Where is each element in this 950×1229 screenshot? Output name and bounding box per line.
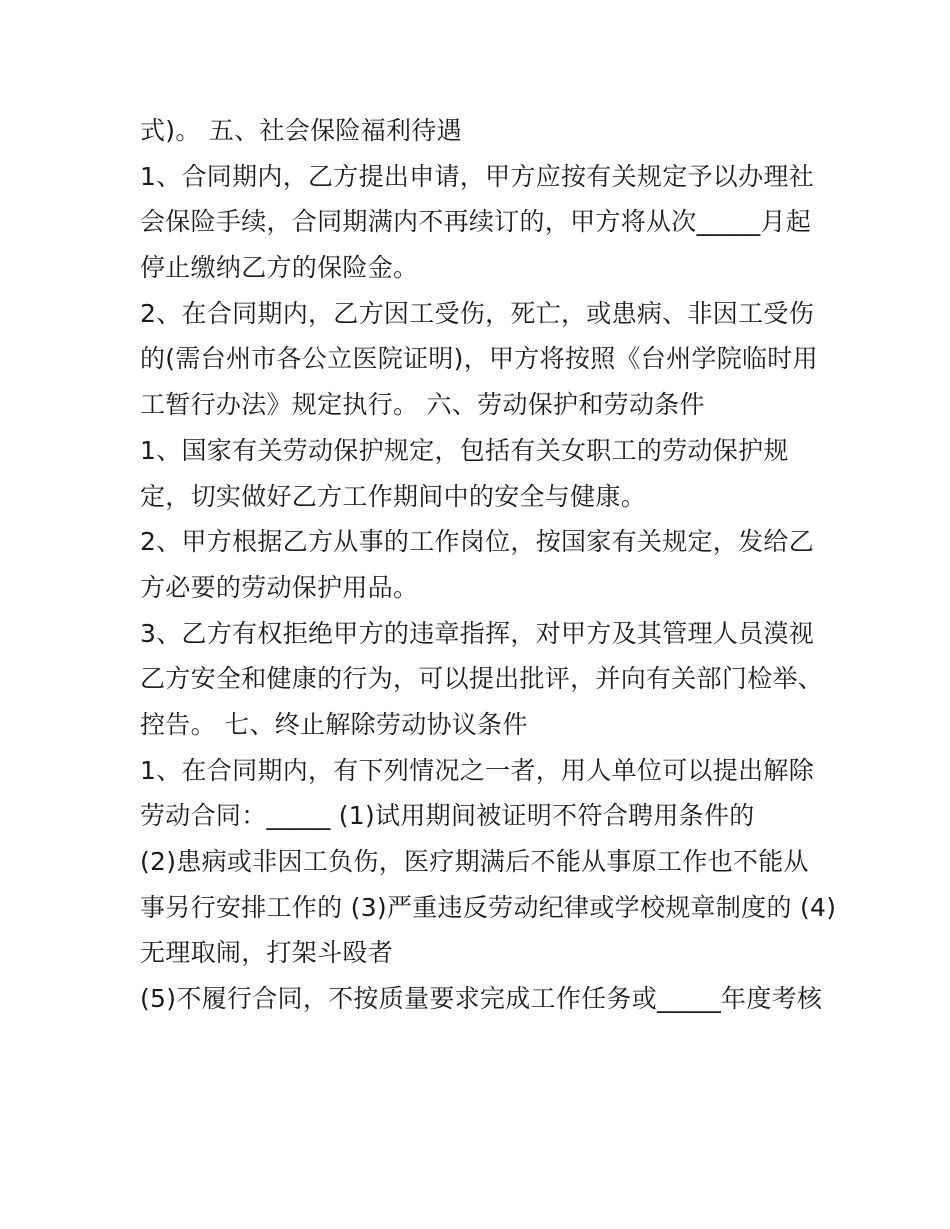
text-line: 定，切实做好乙方工作期间中的安全与健康。 — [140, 481, 647, 511]
text-line: 会保险手续，合同期满内不再续订的，甲方将从次_____月起 — [140, 207, 812, 237]
text-line: 3、乙方有权拒绝甲方的违章指挥，对甲方及其管理人员漠视 — [140, 618, 815, 648]
text-line: 劳动合同：_____ (1)试用期间被证明不符合聘用条件的 — [140, 801, 755, 831]
text-line: (2)患病或非因工负伤，医疗期满后不能从事原工作也不能从 — [140, 847, 809, 876]
text-line: 1、在合同期内，有下列情况之一者，用人单位可以提出解除 — [140, 755, 815, 785]
text-line: (5)不履行合同，不按质量要求完成工作任务或_____年度考核 — [140, 984, 823, 1014]
document-body — [140, 108, 837, 1022]
text-line: 的(需台州市各公立医院证明)，甲方将按照《台州学院临时用 — [140, 344, 818, 374]
text-line: 停止缴纳乙方的保险金。 — [140, 253, 419, 283]
text-line: 2、在合同期内，乙方因工受伤，死亡，或患病、非因工受伤 — [140, 298, 815, 328]
text-line: 无理取闹，打架斗殴者 — [140, 938, 394, 968]
text-line: 式)。 五、社会保险福利待遇 — [140, 116, 462, 145]
text-line: 方必要的劳动保护用品。 — [140, 572, 419, 602]
text-line: 控告。 七、终止解除劳动协议条件 — [140, 709, 528, 739]
text-line: 1、国家有关劳动保护规定，包括有关女职工的劳动保护规 — [140, 435, 789, 465]
text-line: 2、甲方根据乙方从事的工作岗位，按国家有关规定，发给乙 — [140, 527, 815, 557]
text-line: 事另行安排工作的 (3)严重违反劳动纪律或学校规章制度的 (4) — [140, 892, 837, 922]
text-line: 工暂行办法》规定执行。 六、劳动保护和劳动条件 — [140, 390, 705, 420]
text-line: 乙方安全和健康的行为，可以提出批评，并向有关部门检举、 — [140, 664, 824, 694]
text-line: 1、合同期内，乙方提出申请，甲方应按有关规定予以办理社 — [140, 161, 815, 191]
